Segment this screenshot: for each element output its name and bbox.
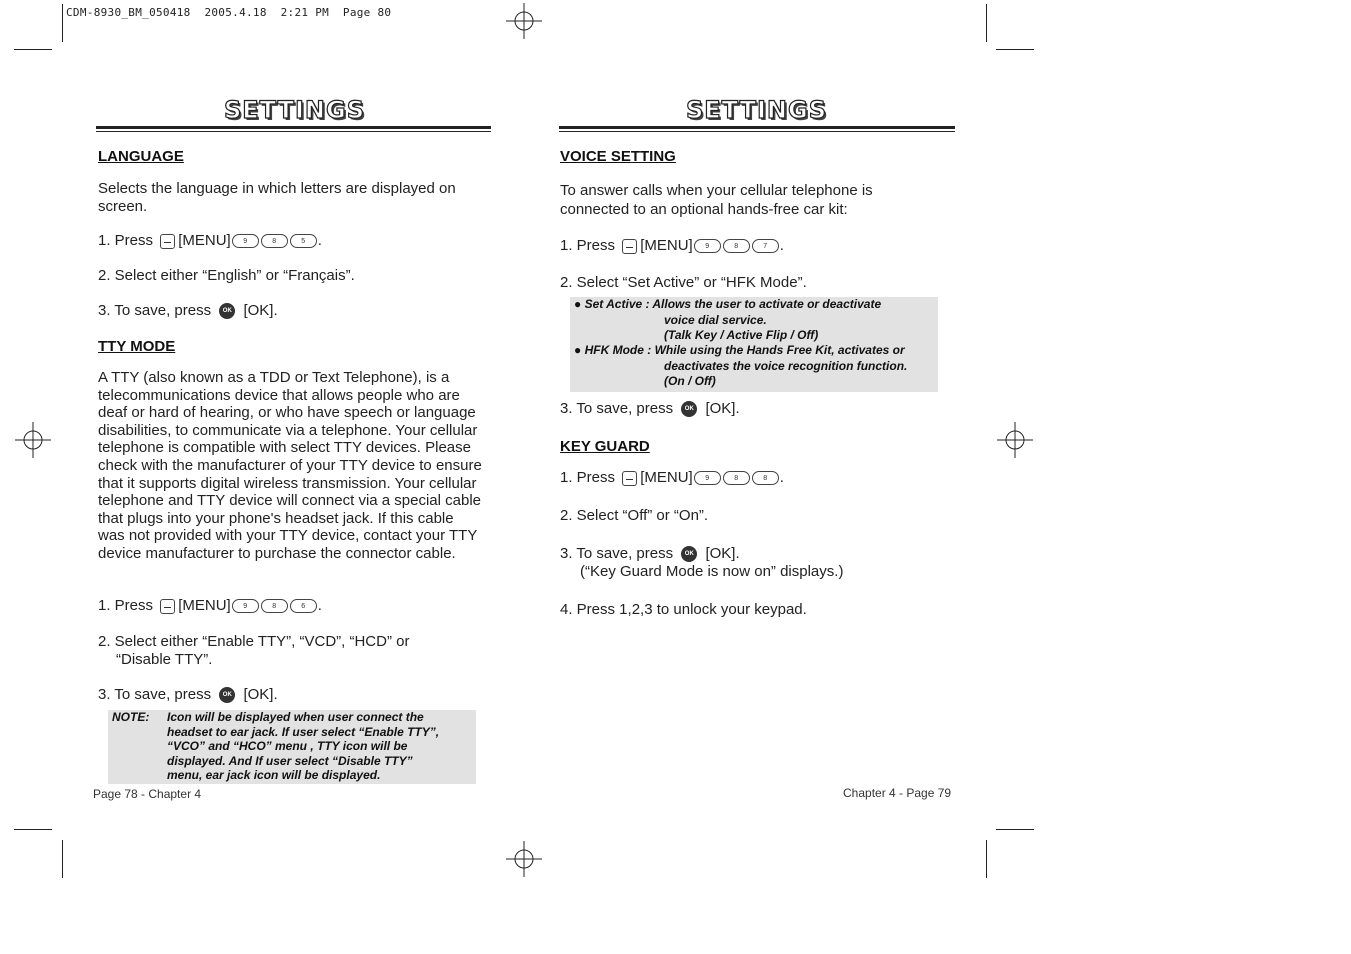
keyguard-step-2: 2. Select “Off” or “On”. [560, 507, 709, 524]
key-9-icon: 9 [694, 471, 721, 485]
key-9-icon: 9 [232, 234, 259, 248]
menu-softkey-icon [622, 239, 637, 254]
voice-step-1: 1. Press [MENU] 9 8 7 . [560, 237, 784, 254]
menu-softkey-icon [160, 234, 175, 249]
info-line: ● HFK Mode : While using the Hands Free Kit, activates or [574, 343, 905, 357]
crop-mark [996, 49, 1034, 50]
info-line: (Talk Key / Active Flip / Off) [664, 328, 819, 342]
note-line: headset to ear jack. If user select “Enable TTY”, [167, 724, 440, 739]
key-9-icon: 9 [232, 599, 259, 613]
title-rule [96, 131, 491, 132]
title-rule [559, 126, 955, 129]
key-8-icon: 8 [723, 471, 750, 485]
keyguard-step-3-note: (“Key Guard Mode is now on” displays.) [580, 563, 844, 580]
crop-mark [62, 4, 63, 42]
note-line: displayed. And If user select “Disable TTY” [167, 753, 413, 768]
voice-step-2: 2. Select “Set Active” or “HFK Mode”. [560, 274, 807, 291]
language-step-1: 1. Press [MENU] 9 8 5 . [98, 232, 322, 249]
key-8-icon: 8 [752, 471, 779, 485]
menu-softkey-icon [622, 471, 637, 486]
crop-mark [62, 840, 63, 878]
note-line: “VCO” and “HCO” menu , TTY icon will be [167, 739, 408, 753]
language-step-2: 2. Select either “English” or “Français”. [98, 267, 355, 284]
keyguard-step-4: 4. Press 1,2,3 to unlock your keypad. [560, 601, 807, 618]
note-line: menu, ear jack icon will be displayed. [167, 768, 381, 782]
tty-step-3: 3. To save, press OK [OK]. [98, 686, 278, 703]
tty-step-2-cont: “Disable TTY”. [116, 651, 213, 668]
registration-mark-icon [997, 422, 1033, 458]
voice-description: To answer calls when your cellular telephone is connected to an optional hands-free car kit: [560, 182, 873, 218]
tty-step-2: 2. Select either “Enable TTY”, “VCD”, “HCD” or [98, 633, 410, 650]
info-line: voice dial service. [664, 313, 767, 327]
voice-step-3: 3. To save, press OK [OK]. [560, 400, 740, 417]
page-footer-right: Chapter 4 - Page 79 [843, 786, 952, 800]
info-line: (On / Off) [664, 374, 716, 388]
section-heading-tty: TTY MODE [98, 338, 176, 355]
keyguard-step-3: 3. To save, press OK [OK]. [560, 545, 740, 562]
note-label: NOTE: [112, 710, 150, 724]
ok-key-icon: OK [681, 401, 697, 417]
info-line: ● Set Active : Allows the user to activate or deactivate [574, 297, 882, 311]
page-title: SETTINGS [686, 96, 827, 124]
info-line: deactivates the voice recognition function. [664, 359, 908, 373]
ok-key-icon: OK [681, 546, 697, 562]
page-footer-left: Page 78 - Chapter 4 [93, 787, 202, 801]
language-step-3: 3. To save, press OK [OK]. [98, 302, 278, 319]
key-8-icon: 8 [261, 599, 288, 613]
title-rule [559, 131, 955, 132]
tty-step-1: 1. Press [MENU] 9 8 6 . [98, 597, 322, 614]
crop-mark [996, 829, 1034, 830]
key-5-icon: 5 [290, 234, 317, 248]
registration-mark-icon [506, 3, 542, 39]
tty-description: A TTY (also known as a TDD or Text Telephone), is a telecommunications device that allows people who are deaf or hard of hearing, or who have speech or language disabilities, to communicate via a telephone. Your cellular telephone is compatible with select TTY devices. Please check with the manufacturer of your TTY device to ensure that it supports digital wireless transmission. Your cellular telephone and TTY device will connect via a special cable that plugs into your phone's headset jack. If this cable was not provided with your TTY device, contact your TTY device manufacturer to purchase the connector cable. [98, 369, 482, 562]
print-slug: CDM-8930_BM_050418 2005.4.18 2:21 PM Page 80 [66, 6, 392, 19]
key-8-icon: 8 [261, 234, 288, 248]
ok-key-icon: OK [219, 303, 235, 319]
key-8-icon: 8 [723, 239, 750, 253]
keyguard-step-1: 1. Press [MENU] 9 8 8 . [560, 469, 784, 486]
crop-mark [14, 49, 52, 50]
menu-softkey-icon [160, 599, 175, 614]
section-heading-language: LANGUAGE [98, 148, 184, 165]
ok-key-icon: OK [219, 687, 235, 703]
registration-mark-icon [15, 422, 51, 458]
note-line: Icon will be displayed when user connect the [167, 710, 424, 724]
section-heading-voice-setting: VOICE SETTING [560, 148, 676, 165]
crop-mark [986, 4, 987, 42]
key-7-icon: 7 [752, 239, 779, 253]
language-description: Selects the language in which letters are displayed on screen. [98, 180, 456, 215]
registration-mark-icon [506, 841, 542, 877]
page-title: SETTINGS [224, 96, 365, 124]
crop-mark [14, 829, 52, 830]
section-heading-key-guard: KEY GUARD [560, 438, 650, 455]
key-6-icon: 6 [290, 599, 317, 613]
crop-mark [986, 840, 987, 878]
key-9-icon: 9 [694, 239, 721, 253]
title-rule [96, 126, 491, 129]
